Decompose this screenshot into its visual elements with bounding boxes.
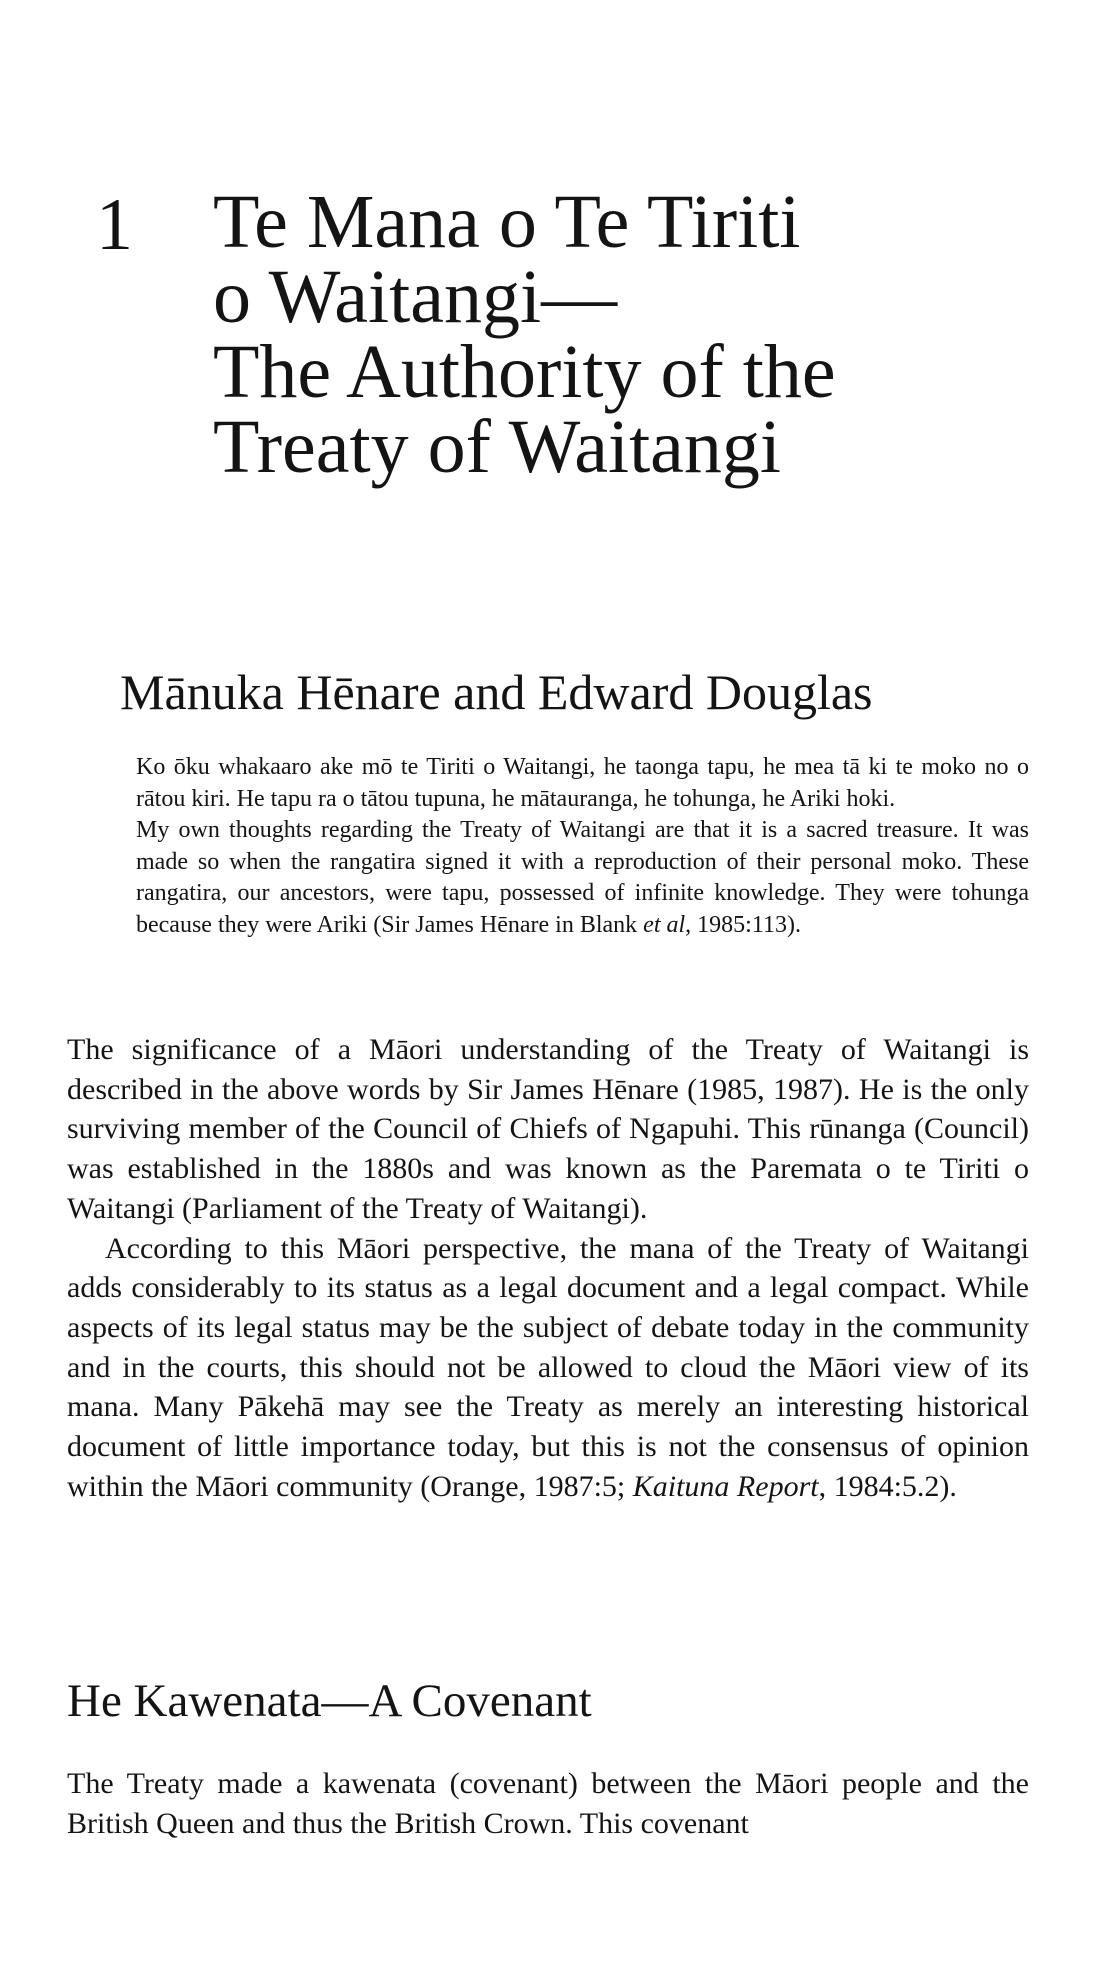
epigraph-citation-italic: et al — [643, 911, 686, 938]
chapter-authors: Mānuka Hēnare and Edward Douglas — [120, 664, 873, 720]
epigraph-citation-rest: , 1985:113). — [685, 911, 801, 938]
paragraph: The Treaty made a kawenata (covenant) between the Māori people and the British Queen and thus the British Crown. This covenant — [67, 1767, 1029, 1840]
paragraph-text-end: , 1984:5.2). — [818, 1469, 957, 1503]
paragraph — [67, 1229, 1029, 1507]
epigraph-english-text: My own thoughts regarding the Treaty of Waitangi are that it is a sacred treasure. It was made so when the rangatira signed it with a reproduction of their personal moko. These rangatira, our ancestors, were tapu, possessed of infinite knowledge. They were tohunga because they were Ariki (Sir James Hēnare in Blank — [136, 817, 1029, 938]
body-text-intro — [67, 1030, 1029, 1506]
citation-italic: Kaituna Report — [632, 1469, 819, 1503]
chapter-title-line: Te Mana o Te Tiriti — [213, 180, 801, 264]
section-heading: He Kawenata—A Covenant — [67, 1675, 592, 1727]
chapter-title-line: o Waitangi— — [213, 255, 618, 339]
epigraph-maori: Ko ōku whakaaro ake mō te Tiriti o Waitangi, he taonga tapu, he mea tā ki te moko no o rātou kiri. He tapu ra o tātou tupuna, he mātauranga, he tohunga, he Ariki hoki. — [136, 754, 1029, 812]
paragraph: The significance of a Māori understanding of the Treaty of Waitangi is described in the above words by Sir James Hēnare (1985, 1987). He is the only surviving member of the Council of Chiefs of Ngapuhi. This rūnanga (Council) was established in the 1880s and was known as the Paremata o te Tiriti o Waitangi (Parliament of the Treaty of Waitangi). — [67, 1033, 1029, 1225]
body-text-section — [67, 1764, 1029, 1843]
epigraph-english — [136, 815, 1029, 941]
chapter-number: 1 — [96, 184, 133, 266]
paragraph-text: According to this Māori perspective, the mana of the Treaty of Waitangi adds considerably to its status as a legal document and a legal compact. While aspects of its legal status may be the subject of debate today in the community and in the courts, this should not be allowed to cloud the Māori view of its mana. Many Pākehā may see the Treaty as merely an interesting historical document of little importance today, but this is not the consensus of opinion within the Māori community (Orange, 1987:5; — [67, 1231, 1029, 1503]
chapter-title — [213, 180, 1013, 489]
epigraph — [136, 752, 1029, 941]
chapter-title-line: The Authority of the — [213, 330, 836, 414]
chapter-title-line: Treaty of Waitangi — [213, 405, 782, 489]
